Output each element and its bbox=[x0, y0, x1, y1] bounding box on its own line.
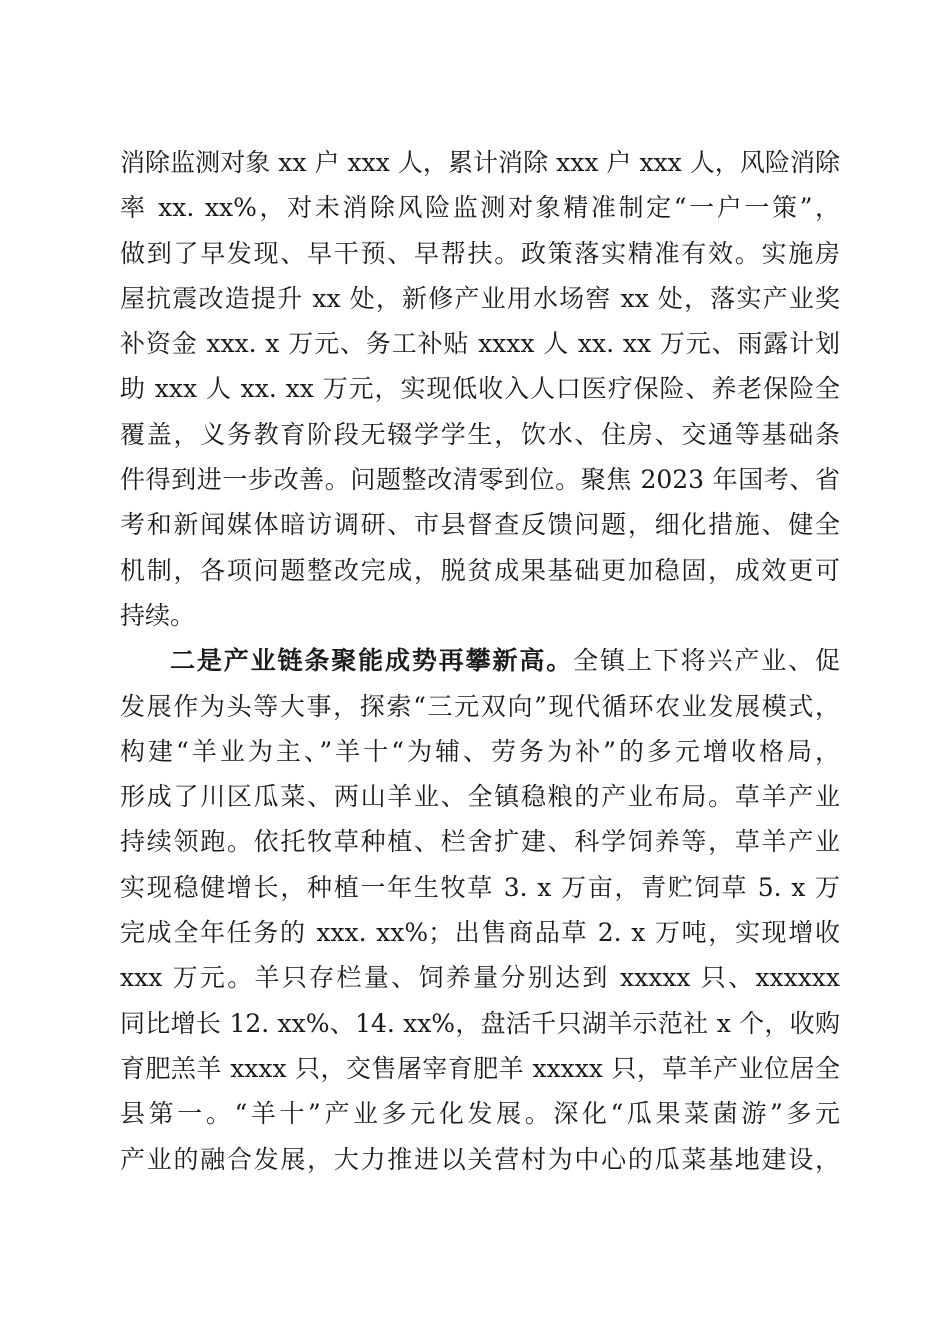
text-line: xxx 万元。羊只存栏量、饲养量分别达到 xxxxx 只、xxxxxx bbox=[120, 963, 840, 993]
paragraph-1 bbox=[120, 140, 840, 638]
text-line: 发展作为头等大事，探索“三元双向”现代循环农业发展模式， bbox=[120, 691, 840, 721]
paragraph-first-line bbox=[120, 638, 840, 683]
text-line: 补资金 xxx. x 万元、务工补贴 xxxx 人 xx. xx 万元、雨露计划 bbox=[120, 329, 840, 359]
text-line: 构建“羊业为主、”羊十“为辅、劳务为补”的多元增收格局， bbox=[120, 736, 840, 766]
body-text bbox=[120, 140, 840, 1182]
text-line: 率 xx. xx%，对未消除风险监测对象精准制定“一户一策”， bbox=[120, 193, 840, 223]
text-line: 考和新闻媒体暗访调研、市县督查反馈问题，细化措施、健全 bbox=[120, 510, 840, 540]
text-line: 持续领跑。依托牧草种植、栏舍扩建、科学饲养等，草羊产业 bbox=[120, 827, 840, 857]
paragraph-2 bbox=[120, 638, 840, 1182]
text-line: 机制，各项问题整改完成，脱贫成果基础更加稳固，成效更可 bbox=[120, 555, 840, 585]
text-line: 覆盖，义务教育阶段无辍学学生，饮水、住房、交通等基础条 bbox=[120, 419, 840, 449]
text-line: 助 xxx 人 xx. xx 万元，实现低收入人口医疗保险、养老保险全 bbox=[120, 374, 840, 404]
text-line: 完成全年任务的 xxx. xx%；出售商品草 2. x 万吨，实现增收 bbox=[120, 918, 840, 948]
text-line: 件得到进一步改善。问题整改清零到位。聚焦 2023 年国考、省 bbox=[120, 465, 840, 495]
text-line: 产业的融合发展，大力推进以关营村为中心的瓜菜基地建设， bbox=[120, 1144, 840, 1174]
heading-continuation: 全镇上下将兴产业、促 bbox=[573, 646, 840, 676]
text-line: 同比增长 12. xx%、14. xx%，盘活千只湖羊示范社 x 个，收购 bbox=[120, 1008, 840, 1038]
section-heading: 二是产业链条聚能成势再攀新高。 bbox=[170, 646, 574, 676]
text-line: 育肥羔羊 xxxx 只，交售屠宰育肥羊 xxxxx 只，草羊产业位居全 bbox=[120, 1053, 840, 1083]
text-line: 持续。 bbox=[120, 600, 196, 630]
text-line: 屋抗震改造提升 xx 处，新修产业用水场窖 xx 处，落实产业奖 bbox=[120, 283, 840, 313]
text-line: 实现稳健增长，种植一年生牧草 3. x 万亩，青贮饲草 5. x 万 bbox=[120, 872, 840, 902]
text-line: 做到了早发现、早干预、早帮扶。政策落实精准有效。实施房 bbox=[120, 238, 840, 268]
text-line: 消除监测对象 xx 户 xxx 人，累计消除 xxx 户 xxx 人，风险消除 bbox=[120, 148, 840, 177]
text-line: 县第一。“羊十”产业多元化发展。深化“瓜果菜菌游”多元 bbox=[120, 1099, 840, 1129]
text-line: 形成了川区瓜菜、两山羊业、全镇稳粮的产业布局。草羊产业 bbox=[120, 782, 840, 812]
